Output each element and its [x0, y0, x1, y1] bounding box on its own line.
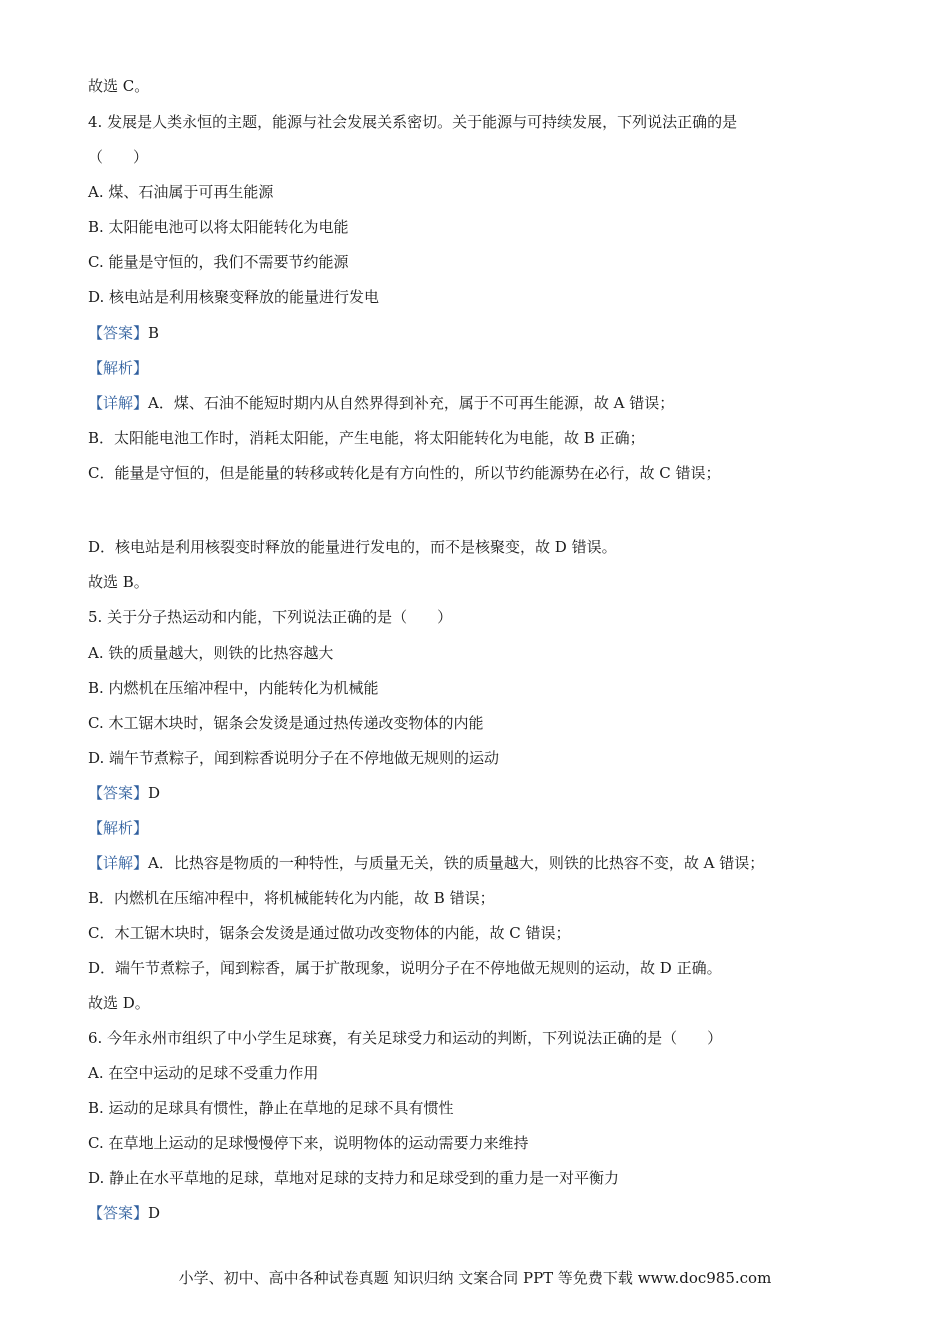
- line-text: C．能量是守恒的，但是能量的转移或转化是有方向性的，所以节约能源势在必行，故 C 错误；: [88, 464, 721, 482]
- text-line: [88, 1133, 528, 1153]
- text-line: [88, 147, 148, 167]
- text-line: [88, 1203, 160, 1223]
- line-text: B. 内燃机在压缩冲程中，内能转化为机械能: [88, 679, 379, 697]
- line-text: A. 煤、石油属于可再生能源: [88, 183, 274, 201]
- text-line: [88, 783, 160, 803]
- text-line: [88, 463, 721, 483]
- text-line: [88, 393, 674, 413]
- line-text: C. 在草地上运动的足球慢慢停下来，说明物体的运动需要力来维持: [88, 1134, 529, 1152]
- line-text: D. 端午节煮粽子，闻到粽香说明分子在不停地做无规则的运动: [88, 749, 500, 767]
- text-line: [88, 923, 571, 943]
- page-footer: 小学、初中、高中各种试卷真题 知识归纳 文案合同 PPT 等免费下载 www.doc985.com: [178, 1269, 772, 1287]
- line-text: 6. 今年永州市组织了中小学生足球赛，有关足球受力和运动的判断，下列说法正确的是（ ）: [88, 1029, 723, 1047]
- text-line: [88, 888, 495, 908]
- line-text: C. 木工锯木块时，锯条会发烫是通过热传递改变物体的内能: [88, 714, 484, 732]
- text-line: [88, 713, 483, 733]
- text-line: [88, 323, 159, 343]
- text-line: [88, 182, 273, 202]
- text-line: [88, 678, 379, 698]
- section-tag: 【答案】: [88, 324, 149, 342]
- text-line: [88, 572, 149, 592]
- text-line: [88, 287, 379, 307]
- section-tag: 【解析】: [88, 819, 149, 837]
- section-tag: 【解析】: [88, 359, 149, 377]
- line-text: （ ）: [88, 148, 149, 166]
- text-line: [88, 1028, 722, 1048]
- text-line: [88, 217, 349, 237]
- text-line: [88, 537, 617, 557]
- line-text: B. 太阳能电池可以将太阳能转化为电能: [88, 218, 349, 236]
- text-line: [88, 76, 149, 96]
- line-text: 故选 D。: [88, 994, 150, 1012]
- line-text: D．核电站是利用核裂变时释放的能量进行发电的，而不是核聚变，故 D 错误。: [88, 538, 617, 556]
- line-text: A．比热容是物质的一种特性，与质量无关，铁的质量越大，则铁的比热容不变，故 A 错误；: [148, 854, 765, 872]
- line-text: D. 核电站是利用核聚变释放的能量进行发电: [88, 288, 380, 306]
- line-text: B: [148, 324, 160, 342]
- line-text: B．内燃机在压缩冲程中，将机械能转化为内能，故 B 错误；: [88, 889, 495, 907]
- section-tag: 【答案】: [88, 784, 149, 802]
- line-text: A. 铁的质量越大，则铁的比热容越大: [88, 644, 334, 662]
- section-tag: 【答案】: [88, 1204, 149, 1222]
- text-line: [88, 607, 452, 627]
- line-text: C. 能量是守恒的，我们不需要节约能源: [88, 253, 349, 271]
- text-line: [88, 428, 645, 448]
- line-text: D: [148, 784, 161, 802]
- line-text: C．木工锯木块时，锯条会发烫是通过做功改变物体的内能，故 C 错误；: [88, 924, 571, 942]
- line-text: A. 在空中运动的足球不受重力作用: [88, 1064, 319, 1082]
- line-text: D．端午节煮粽子，闻到粽香，属于扩散现象，说明分子在不停地做无规则的运动，故 D 正确。: [88, 959, 722, 977]
- text-line: [88, 358, 148, 378]
- line-text: B．太阳能电池工作时，消耗太阳能，产生电能，将太阳能转化为电能，故 B 正确；: [88, 429, 645, 447]
- line-text: 故选 B。: [88, 573, 149, 591]
- section-tag: 【详解】: [88, 394, 149, 412]
- line-text: A．煤、石油不能短时期内从自然界得到补充，属于不可再生能源，故 A 错误；: [148, 394, 675, 412]
- text-line: [88, 818, 148, 838]
- text-line: [88, 1063, 318, 1083]
- text-line: [88, 112, 737, 132]
- line-text: B. 运动的足球具有惯性，静止在草地的足球不具有惯性: [88, 1099, 454, 1117]
- text-line: [88, 748, 499, 768]
- text-line: [88, 1098, 454, 1118]
- line-text: 4. 发展是人类永恒的主题，能源与社会发展关系密切。关于能源与可持续发展，下列说法正确的是: [88, 113, 738, 131]
- text-line: [88, 643, 333, 663]
- text-line: [88, 853, 764, 873]
- line-text: D. 静止在水平草地的足球，草地对足球的支持力和足球受到的重力是一对平衡力: [88, 1169, 620, 1187]
- text-line: [88, 993, 150, 1013]
- line-text: D: [148, 1204, 161, 1222]
- section-tag: 【详解】: [88, 854, 149, 872]
- line-text: 故选 C。: [88, 77, 150, 95]
- text-line: [88, 1168, 619, 1188]
- text-line: [88, 958, 722, 978]
- text-line: [88, 252, 348, 272]
- line-text: 5. 关于分子热运动和内能，下列说法正确的是（ ）: [88, 608, 453, 626]
